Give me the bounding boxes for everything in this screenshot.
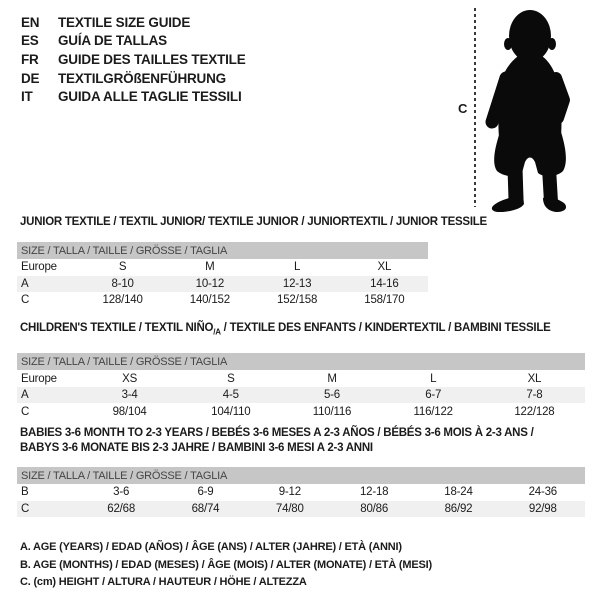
table-row (17, 403, 585, 420)
language-row (21, 69, 246, 88)
junior-size-table (17, 242, 428, 309)
title-text: CHILDREN'S TEXTILE / TEXTIL NIÑO (20, 322, 214, 334)
size-cell: 98/104 (112, 405, 147, 418)
table-row (17, 276, 428, 293)
size-cell: 68/74 (191, 502, 220, 515)
table-row (17, 387, 585, 404)
language-code: FR (21, 51, 39, 67)
size-cell: 92/98 (528, 502, 557, 515)
language-code: IT (21, 89, 33, 105)
table-row (17, 292, 428, 309)
height-measurement-figure (450, 0, 600, 215)
toddler-silhouette-icon (484, 4, 598, 212)
language-title-list (21, 13, 246, 106)
row-label: C (21, 405, 30, 418)
table-row (17, 370, 585, 387)
size-cell: 6-9 (197, 486, 214, 499)
language-title: GUIDE DES TAILLES TEXTILE (58, 51, 246, 67)
size-cell: 12-13 (282, 277, 312, 290)
size-cell: 6-7 (425, 389, 442, 402)
table-row (17, 501, 585, 518)
title-text: / TEXTILE DES ENFANTS / KINDERTEXTIL / BAMBINI TESSILE (220, 322, 551, 334)
junior-textile-section (17, 215, 487, 309)
footnote-a: A. AGE (YEARS) / EDAD (AÑOS) / ÂGE (ANS) / ALTER (JAHRE) / ETÀ (ANNI) (20, 541, 402, 553)
size-cell: 80/86 (360, 502, 389, 515)
size-cell: L (294, 261, 301, 274)
footnote-b: B. AGE (MONTHS) / EDAD (MESES) / ÂGE (MOIS) / ALTER (MONATE) / ETÀ (MESI) (20, 558, 432, 571)
childrens-textile-section (17, 321, 585, 420)
title-subscript: /A (213, 327, 221, 337)
size-cell: XL (377, 261, 392, 274)
size-cell: 24-36 (528, 486, 558, 499)
row-label: Europe (21, 261, 57, 274)
height-marker-label: C (458, 101, 468, 116)
size-cell: S (118, 261, 127, 274)
babies-section-title-line1: BABIES 3-6 MONTH TO 2-3 YEARS / BEBÉS 3-6 MESES A 2-3 AÑOS / BÉBÉS 3-6 MOIS À 2-3 ANS / (20, 427, 534, 439)
size-cell: 104/110 (211, 405, 251, 418)
language-code: EN (21, 14, 40, 30)
size-cell: 116/122 (413, 405, 453, 418)
size-header-bar: SIZE / TALLA / TAILLE / GRÖSSE / TAGLIA (17, 353, 585, 370)
language-row (21, 13, 246, 32)
size-cell: 62/68 (107, 502, 136, 515)
size-cell: 5-6 (323, 389, 341, 402)
babies-section-title-line2: BABYS 3-6 MONATE BIS 2-3 JAHRE / BAMBINI 3-6 MESI A 2-3 ANNI (20, 442, 373, 454)
size-cell: 86/92 (444, 502, 473, 515)
babies-textile-section (17, 426, 585, 517)
language-code: DE (21, 70, 40, 86)
legend-footnotes (20, 539, 432, 592)
row-label: Europe (21, 372, 57, 385)
row-label: A (21, 277, 29, 290)
size-cell: 18-24 (444, 486, 473, 499)
row-label: B (21, 486, 29, 499)
size-cell: 14-16 (370, 277, 399, 290)
size-cell: 128/140 (102, 294, 143, 307)
size-cell: 152/158 (277, 294, 318, 307)
size-cell: L (430, 372, 437, 385)
language-row (21, 32, 246, 51)
row-label: C (21, 294, 30, 307)
size-cell: 10-12 (195, 277, 225, 290)
size-cell: 9-12 (278, 486, 301, 499)
size-header-bar: SIZE / TALLA / TAILLE / GRÖSSE / TAGLIA (17, 242, 428, 259)
size-cell: 158/170 (364, 294, 405, 307)
size-cell: XS (122, 372, 138, 385)
size-header-bar: SIZE / TALLA / TAILLE / GRÖSSE / TAGLIA (17, 467, 585, 484)
size-cell: M (205, 261, 215, 274)
childrens-size-table (17, 353, 585, 420)
footnote-c: C. (cm) HEIGHT / ALTURA / HAUTEUR / HÖHE / ALTEZZA (20, 576, 307, 588)
language-row (21, 87, 246, 106)
size-cell: 74/80 (275, 502, 304, 515)
row-label: A (21, 389, 29, 402)
size-cell: 4-5 (222, 389, 239, 402)
babies-size-table (17, 467, 585, 517)
size-cell: M (327, 372, 337, 385)
language-title: TEXTILE SIZE GUIDE (58, 14, 191, 30)
size-cell: 8-10 (111, 277, 134, 290)
size-cell: 12-18 (359, 486, 389, 499)
size-cell: 3-4 (121, 389, 138, 402)
size-cell: S (227, 372, 235, 385)
size-cell: 122/128 (514, 405, 555, 418)
language-title: TEXTILGRÖßENFÜHRUNG (58, 70, 226, 86)
size-cell: XL (527, 372, 542, 385)
row-label: C (21, 502, 30, 515)
table-row (17, 259, 428, 276)
size-cell: 3-6 (113, 486, 130, 499)
table-row (17, 484, 585, 501)
junior-section-title: JUNIOR TEXTILE / TEXTIL JUNIOR/ TEXTILE JUNIOR / JUNIORTEXTIL / JUNIOR TESSILE (20, 216, 487, 228)
language-row (21, 50, 246, 69)
language-code: ES (21, 33, 39, 49)
childrens-section-title (17, 321, 585, 339)
language-title: GUIDA ALLE TAGLIE TESSILI (58, 89, 242, 105)
size-cell: 7-8 (526, 389, 543, 402)
height-dashed-line (474, 8, 476, 207)
size-cell: 140/152 (189, 294, 230, 307)
size-cell: 110/116 (312, 405, 352, 418)
language-title: GUÍA DE TALLAS (58, 33, 167, 49)
